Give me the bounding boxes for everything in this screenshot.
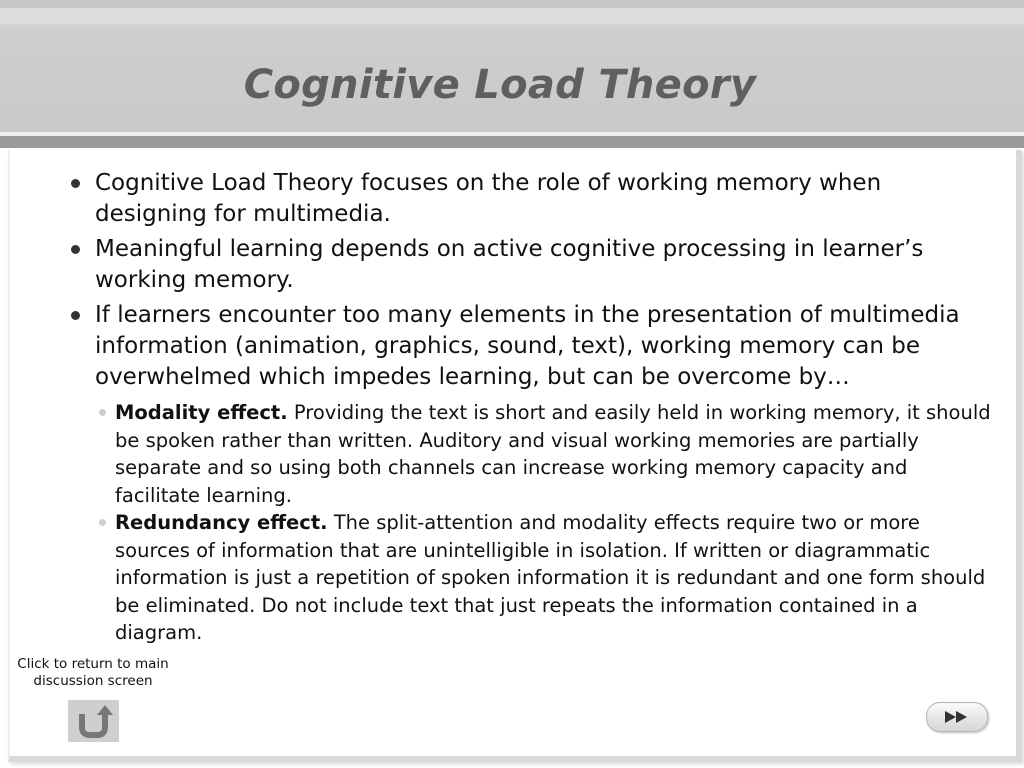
bullet-list: [95, 168, 991, 651]
bullet-text: Cognitive Load Theory focuses on the role of working memory when designing for multimedia.: [95, 170, 882, 227]
sub-bullet-list: [115, 399, 995, 647]
redundancy-text: The split-attention and modality effects require two or more sources of information that are unintelligible in isolation. If written or diagrammatic information is just a repetition of spoken information it is redundant and one form should be eliminated. Do not include text that just repeats the information contained in a diagram.: [115, 511, 986, 644]
bullet-dot-icon: [71, 245, 80, 254]
sub-bullet-dot-icon: [99, 409, 106, 416]
bullet-item: [95, 300, 991, 647]
modality-term: Modality effect.: [115, 401, 288, 424]
bullet-dot-icon: [71, 179, 80, 188]
fast-forward-icon: [944, 710, 970, 724]
header-divider-dark: [0, 136, 1024, 148]
return-button[interactable]: [68, 700, 119, 742]
next-button[interactable]: [926, 702, 988, 732]
sub-bullet-dot-icon: [99, 519, 106, 526]
return-to-main-label[interactable]: Click to return to main discussion screen: [17, 656, 169, 689]
redundancy-term: Redundancy effect.: [115, 511, 328, 534]
bullet-item: [95, 168, 975, 230]
bullet-text: Meaningful learning depends on active cognitive processing in learner’s working memory.: [95, 236, 924, 293]
sub-bullet-item-modality: [115, 399, 995, 509]
return-arrow-icon: [68, 700, 119, 742]
bullet-text: If learners encounter too many elements in the presentation of multimedia information (animation, graphics, sound, text), working memory can be overwhelmed which impedes learning, but can be overcome by…: [95, 302, 960, 390]
top-strip: [0, 0, 1024, 8]
slide-title: Cognitive Load Theory: [243, 62, 757, 108]
bullet-item: [95, 234, 975, 296]
sub-bullet-item-redundancy: [115, 509, 995, 647]
bullet-dot-icon: [71, 311, 80, 320]
modality-text: Providing the text is short and easily held in working memory, it should be spoken rather than written. Auditory and visual working memories are partially separate and so using both channels can increase working memory capacity and facilitate learning.: [115, 401, 991, 507]
